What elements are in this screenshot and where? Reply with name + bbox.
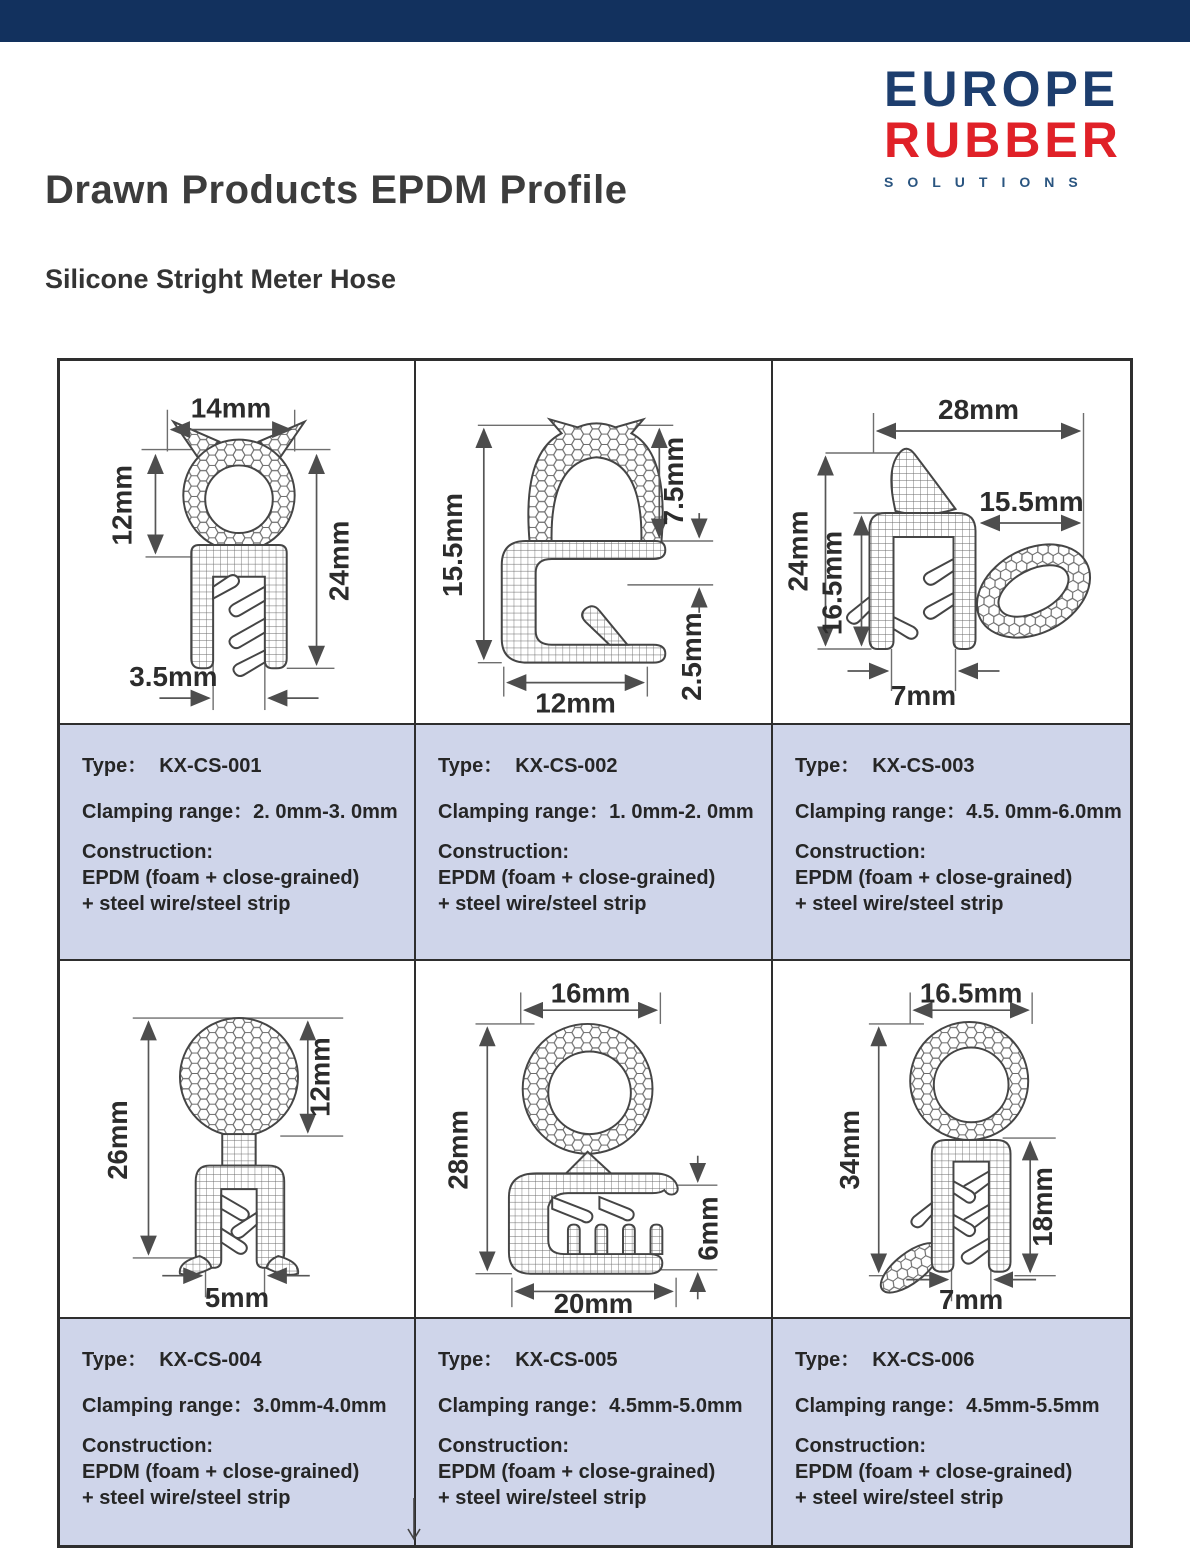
construction-line-3: + steel wire/steel strip <box>82 893 291 915</box>
dim-label-bottom: 3.5mm <box>129 661 218 693</box>
dim-label-right: 12mm <box>304 1037 336 1117</box>
type-value: KX-CS-003 <box>872 755 975 777</box>
logo-rubber-text: RUBBER <box>884 112 1122 168</box>
page-subtitle: Silicone Stright Meter Hose <box>45 264 397 294</box>
construction-block <box>82 1433 414 1511</box>
spec-cell-kx-cs-006 <box>773 1317 1130 1545</box>
dim-label-top: 28mm <box>938 394 1019 425</box>
drawing-cell-kx-cs-005 <box>416 959 773 1317</box>
type-label: Type： <box>438 1349 504 1371</box>
dim-label-left: 28mm <box>442 1110 474 1190</box>
top-banner <box>0 0 1190 42</box>
construction-line-2: EPDM (foam + close-grained) <box>795 867 1073 889</box>
dim-label-left: 12mm <box>106 464 138 546</box>
dim-label-right-top: 7.5mm <box>658 436 690 526</box>
type-label: Type： <box>438 755 504 777</box>
drawing-cell-kx-cs-003 <box>773 361 1130 723</box>
type-value: KX-CS-005 <box>515 1349 618 1371</box>
construction-line-2: EPDM (foam + close-grained) <box>438 1461 716 1483</box>
profile-diagram-kx-cs-006 <box>773 961 1130 1317</box>
dim-label-right: 18mm <box>1026 1167 1058 1247</box>
type-value: KX-CS-002 <box>515 755 618 777</box>
clamping-range-line <box>438 1389 771 1418</box>
dim-label-inner-left: 16.5mm <box>816 530 848 636</box>
divider-arrow-icon <box>406 1498 422 1546</box>
construction-line-1: Construction: <box>438 1435 570 1457</box>
dim-label-bottom: 5mm <box>204 1282 270 1314</box>
construction-line-1: Construction: <box>82 841 214 863</box>
product-table <box>57 358 1133 1548</box>
construction-line-2: EPDM (foam + close-grained) <box>82 867 360 889</box>
range-value: 4.5. 0mm-6.0mm <box>966 801 1122 823</box>
construction-line-3: + steel wire/steel strip <box>795 1487 1004 1509</box>
spec-cell-kx-cs-005 <box>416 1317 773 1545</box>
drawing-cell-kx-cs-001 <box>60 361 416 723</box>
company-logo <box>884 61 1164 190</box>
dim-label-bottom: 7mm <box>939 1284 1004 1316</box>
clamping-range-line <box>82 795 414 824</box>
construction-line-1: Construction: <box>438 841 570 863</box>
construction-line-1: Construction: <box>795 1435 927 1457</box>
construction-line-3: + steel wire/steel strip <box>438 893 647 915</box>
type-value: KX-CS-001 <box>159 755 262 777</box>
profile-diagram-kx-cs-004 <box>60 961 414 1317</box>
range-label: Clamping range： <box>82 801 254 823</box>
construction-line-3: + steel wire/steel strip <box>795 893 1004 915</box>
range-label: Clamping range： <box>82 1395 254 1417</box>
dim-label-bottom: 7mm <box>890 680 957 711</box>
clamping-range-line <box>438 795 771 824</box>
dim-label-right-bottom: 2.5mm <box>676 612 708 701</box>
dim-label-left: 15.5mm <box>436 493 468 597</box>
type-line <box>795 749 1130 778</box>
dim-label-left: 24mm <box>782 510 814 592</box>
dim-label-top: 14mm <box>190 392 272 424</box>
construction-line-1: Construction: <box>795 841 927 863</box>
profile-diagram-kx-cs-002 <box>416 361 771 723</box>
range-label: Clamping range： <box>795 801 967 823</box>
type-label: Type： <box>795 1349 861 1371</box>
dim-label-top: 16mm <box>550 977 631 1009</box>
page-title: Drawn Products EPDM Profile <box>45 168 628 212</box>
range-value: 3.0mm-4.0mm <box>253 1395 387 1417</box>
logo-europe-text: EUROPE <box>884 61 1120 117</box>
type-line <box>82 1343 414 1372</box>
construction-block <box>82 839 414 917</box>
construction-line-2: EPDM (foam + close-grained) <box>82 1461 360 1483</box>
clamping-range-line <box>82 1389 414 1418</box>
range-value: 1. 0mm-2. 0mm <box>609 801 754 823</box>
range-label: Clamping range： <box>795 1395 967 1417</box>
dim-label-right: 6mm <box>692 1196 724 1261</box>
type-label: Type： <box>82 1349 148 1371</box>
dim-label-bottom: 12mm <box>535 687 616 719</box>
profile-diagram-kx-cs-003 <box>773 361 1130 723</box>
construction-block <box>438 839 771 917</box>
construction-line-1: Construction: <box>82 1435 214 1457</box>
dim-label-right: 24mm <box>323 520 355 602</box>
type-line <box>438 1343 771 1372</box>
construction-block <box>795 839 1130 917</box>
spec-cell-kx-cs-002 <box>416 723 773 959</box>
type-label: Type： <box>795 755 861 777</box>
dim-label-left: 34mm <box>834 1110 866 1190</box>
logo-solutions-text: SOLUTIONS <box>884 174 1092 190</box>
type-value: KX-CS-004 <box>159 1349 262 1371</box>
drawing-cell-kx-cs-004 <box>60 959 416 1317</box>
profile-diagram-kx-cs-001 <box>60 361 414 723</box>
spec-cell-kx-cs-004 <box>60 1317 416 1545</box>
range-label: Clamping range： <box>438 801 610 823</box>
clamping-range-line <box>795 1389 1130 1418</box>
type-line <box>795 1343 1130 1372</box>
dim-label-right: 15.5mm <box>979 486 1084 517</box>
range-value: 2. 0mm-3. 0mm <box>253 801 398 823</box>
clamping-range-line <box>795 795 1130 824</box>
construction-line-3: + steel wire/steel strip <box>438 1487 647 1509</box>
construction-line-3: + steel wire/steel strip <box>82 1487 291 1509</box>
dim-label-left: 26mm <box>101 1100 133 1180</box>
construction-block <box>795 1433 1130 1511</box>
range-value: 4.5mm-5.5mm <box>966 1395 1100 1417</box>
range-value: 4.5mm-5.0mm <box>609 1395 743 1417</box>
dim-label-bottom: 20mm <box>553 1288 634 1317</box>
spec-cell-kx-cs-001 <box>60 723 416 959</box>
construction-line-2: EPDM (foam + close-grained) <box>795 1461 1073 1483</box>
construction-block <box>438 1433 771 1511</box>
spec-cell-kx-cs-003 <box>773 723 1130 959</box>
drawing-cell-kx-cs-006 <box>773 959 1130 1317</box>
type-label: Type： <box>82 755 148 777</box>
type-value: KX-CS-006 <box>872 1349 975 1371</box>
type-line <box>438 749 771 778</box>
drawing-cell-kx-cs-002 <box>416 361 773 723</box>
profile-diagram-kx-cs-005 <box>416 961 771 1317</box>
construction-line-2: EPDM (foam + close-grained) <box>438 867 716 889</box>
type-line <box>82 749 414 778</box>
dim-label-top: 16.5mm <box>919 977 1023 1009</box>
range-label: Clamping range： <box>438 1395 610 1417</box>
